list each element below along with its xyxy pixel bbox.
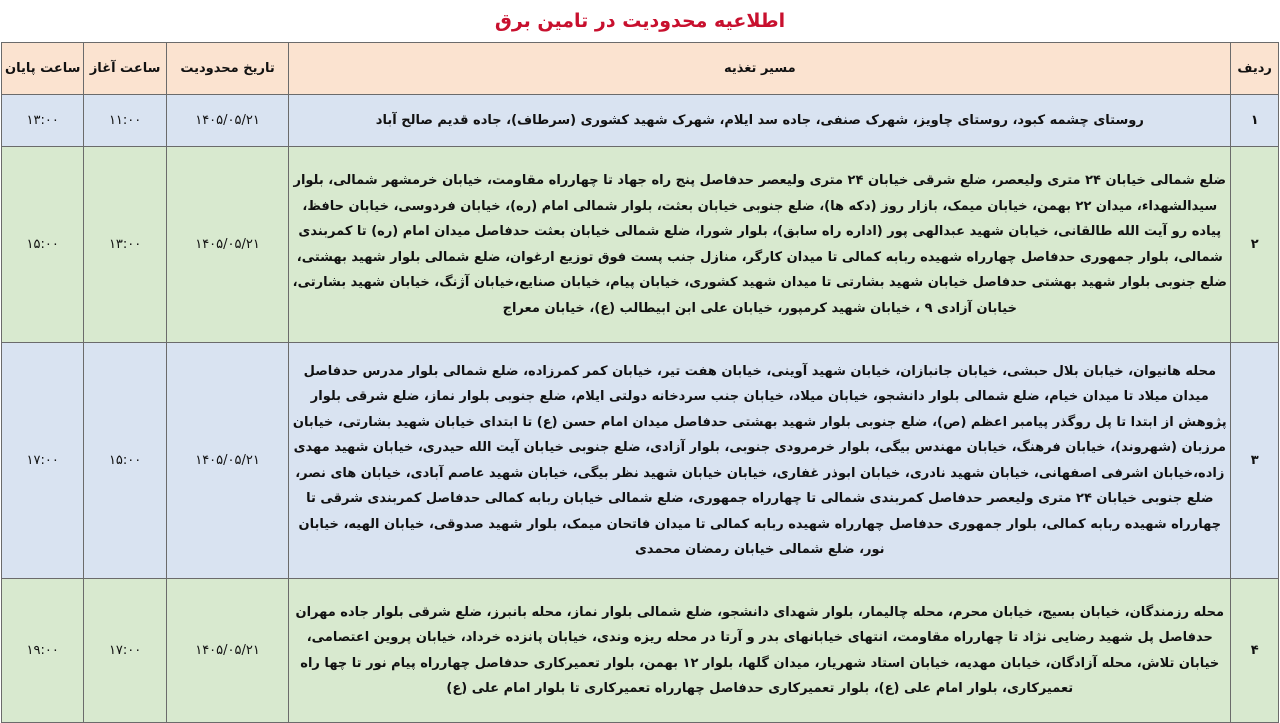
route-cell: روستای چشمه کبود، روستای چاویز، شهرک صنفی، جاده سد ایلام، شهرک شهید کشوری (سرطاف)، جاده قدیم صالح آباد [289, 95, 1231, 147]
start-time-cell: ۱۵:۰۰ [84, 343, 166, 579]
table-row [2, 95, 1279, 147]
date-cell: ۱۴۰۵/۰۵/۲۱ [166, 343, 288, 579]
row-number: ۳ [1231, 343, 1279, 579]
row-number: ۱ [1231, 95, 1279, 147]
header-date: تاریخ محدودیت [166, 43, 288, 95]
row-number: ۴ [1231, 579, 1279, 723]
end-time-cell: ۱۵:۰۰ [2, 147, 84, 343]
start-time-cell: ۱۷:۰۰ [84, 579, 166, 723]
date-cell: ۱۴۰۵/۰۵/۲۱ [166, 147, 288, 343]
table-row [2, 147, 1279, 343]
header-end: ساعت پایان [2, 43, 84, 95]
start-time-cell: ۱۱:۰۰ [84, 95, 166, 147]
end-time-cell: ۱۹:۰۰ [2, 579, 84, 723]
table-row [2, 579, 1279, 723]
date-cell: ۱۴۰۵/۰۵/۲۱ [166, 579, 288, 723]
route-cell: ضلع شمالی خیابان ۲۴ متری ولیعصر، ضلع شرقی خیابان ۲۴ متری ولیعصر حدفاصل پنج راه جهاد تا چهارراه مقاومت، خیابان خرمشهر شمالی، بلوار سیدالشهداء، میدان ۲۲ بهمن، خیابان میمک، بازار روز (دکه ها)، ضلع جنوبی خیابان بعثت، بلوار شمالی امام (ره)، خیابان فردوسی، خیابان حافظ، پیاده رو آیت الله طالقانی، خیابان شهید عبدالهی پور (اداره راه سابق)، بلوار شورا، ضلع شمالی خیابان بعثت حدفاصل میدان امام (ره) تا کمربندی شمالی، بلوار جمهوری حدفاصل چهارراه شهیده ربابه کمالی تا میدان کارگر، منازل جنب پست فوق توزیع ارغوان، ضلع شمالی بلوار شهید بهشتی، ضلع جنوبی بلوار شهید بهشتی حدفاصل خیابان شهید بشارتی تا میدان شهید کشوری، خیابان پیام، خیابان صنایع،خیابان آژنگ، خیابان شهید بشارتی، خیابان آزادی ۹ ، خیابان شهید کرمپور، خیابان علی ابن ابیطالب (ع)، خیابان معراج [289, 147, 1231, 343]
route-cell: محله رزمندگان، خیابان بسیج، خیابان محرم، محله چالیمار، بلوار شهدای دانشجو، ضلع شمالی بلوار نماز، محله بانبرز، ضلع شرقی بلوار جاده مهران حدفاصل پل شهید رضایی نژاد تا چهارراه مقاومت، انتهای خیابانهای بدر و آرتا در محله ریزه وندی، خیابان پانزده خرداد، خیابان پروین اعتصامی، خیابان تلاش، محله آزادگان، خیابان مهدیه، خیابان استاد شهریار، میدان گلها، بلوار ۱۲ بهمن، بلوار تعمیرکاری حدفاصل چهارراه پیام نور تا چها راه تعمیرکاری، بلوار امام علی (ع)، بلوار تعمیرکاری حدفاصل چهارراه تعمیرکاری تا بلوار امام علی (ع) [289, 579, 1231, 723]
end-time-cell: ۱۷:۰۰ [2, 343, 84, 579]
schedule-table [1, 42, 1279, 723]
page-title: اطلاعیه محدودیت در تامین برق [494, 10, 786, 32]
end-time-cell: ۱۳:۰۰ [2, 95, 84, 147]
header-row [2, 43, 1279, 95]
row-number: ۲ [1231, 147, 1279, 343]
header-route: مسیر تغذیه [289, 43, 1231, 95]
header-row-no: ردیف [1231, 43, 1279, 95]
start-time-cell: ۱۳:۰۰ [84, 147, 166, 343]
header-start: ساعت آغاز [84, 43, 166, 95]
table-row [2, 343, 1279, 579]
route-cell: محله هانیوان، خیابان بلال حبشی، خیابان جانبازان، خیابان شهید آوینی، خیابان هفت تیر، خیابان کمر کمرزاده، ضلع شمالی بلوار مدرس حدفاصل میدان میلاد تا میدان خیام، ضلع شمالی بلوار دانشجو، خیابان میلاد، خیابان جنب سردخانه دولتی ایلام، ضلع جنوبی بلوار نماز، ضلع شرقی بلوار پژوهش از ابتدا تا پل روگذر پیامبر اعظم (ص)، ضلع جنوبی بلوار شهید بهشتی حدفاصل میدان امام حسن (ع) تا ابتدای خیابان شهید بشارتی، خیابان مرزبان (شهروند)، خیابان فرهنگ، خیابان مهندس بیگی، بلوار خرمرودی جنوبی، بلوار آزادی، ضلع جنوبی خیابان آیت الله حیدری، خیابان شهید مهدی زاده،خیابان اشرفی اصفهانی، خیابان شهید نادری، خیابان ابوذر غفاری، خیابان خیابان شهید نظر بیگی، خیابان شهید عاصم آبادی، خیابان های نصر، ضلع جنوبی خیابان ۲۴ متری ولیعصر حدفاصل کمربندی شمالی تا چهارراه جمهوری، ضلع شمالی خیابان ربابه کمالی حدفاصل کمربندی شرقی تا چهارراه شهیده ربابه کمالی، بلوار جمهوری حدفاصل چهارراه شهیده ربابه کمالی تا میدان فاتحان میمک، بلوار شهید صدوقی، خیابان الهیه، خیابان نور، ضلع شمالی خیابان رمضان محمدی [289, 343, 1231, 579]
date-cell: ۱۴۰۵/۰۵/۲۱ [166, 95, 288, 147]
